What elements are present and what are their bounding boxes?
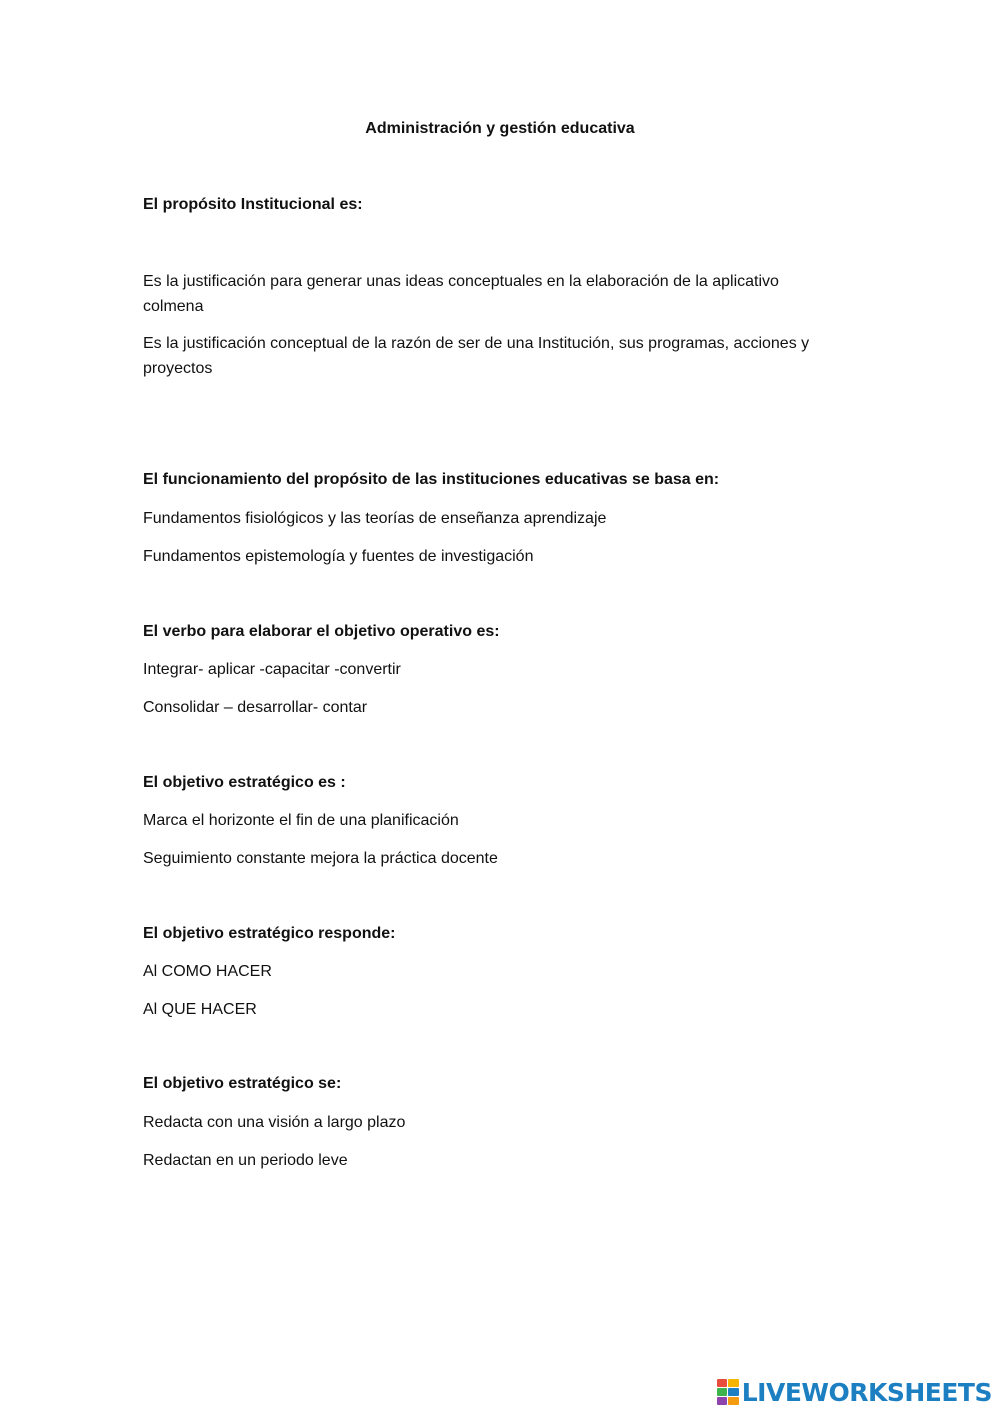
question-5-prompt: El objetivo estratégico responde:	[143, 925, 396, 942]
question-6-option-1: Redacta con una visión a largo plazo	[143, 1114, 406, 1131]
question-4-option-1: Marca el horizonte el fin de una planificación	[143, 812, 459, 829]
question-3-option-1: Integrar- aplicar -capacitar -convertir	[143, 661, 401, 678]
question-5-option-2: Al QUE HACER	[143, 1001, 257, 1018]
question-3-option-2: Consolidar – desarrollar- contar	[143, 699, 368, 716]
question-5-option-1: Al COMO HACER	[143, 963, 272, 980]
logo-mark-icon	[717, 1379, 739, 1405]
question-2-option-2: Fundamentos epistemología y fuentes de investigación	[143, 548, 534, 565]
question-6-prompt: El objetivo estratégico se:	[143, 1075, 342, 1092]
question-4-option-2: Seguimiento constante mejora la práctica docente	[143, 850, 498, 867]
logo-mark-tile	[717, 1397, 728, 1405]
logo-mark-tile	[728, 1379, 739, 1387]
question-2-prompt: El funcionamiento del propósito de las instituciones educativas se basa en:	[143, 471, 720, 488]
question-3-prompt: El verbo para elaborar el objetivo operativo es:	[143, 623, 500, 640]
question-4-prompt: El objetivo estratégico es :	[143, 774, 346, 791]
logo-text: LIVEWORKSHEETS	[741, 1377, 992, 1407]
liveworksheets-logo	[717, 1377, 992, 1407]
page-title: Administración y gestión educativa	[365, 120, 635, 137]
question-1-option-1: Es la justificación para generar unas ideas conceptuales en la elaboración de la aplicativo colmena	[143, 273, 779, 315]
logo-mark-tile	[717, 1388, 728, 1396]
question-1-option-2: Es la justificación conceptual de la razón de ser de una Institución, sus programas, acciones y proyectos	[143, 335, 810, 377]
question-2-option-1: Fundamentos fisiológicos y las teorías de enseñanza aprendizaje	[143, 510, 607, 527]
logo-mark-tile	[717, 1379, 728, 1387]
logo-mark-tile	[728, 1388, 739, 1396]
logo-mark-tile	[728, 1397, 739, 1405]
question-1-prompt: El propósito Institucional es:	[143, 196, 363, 213]
question-6-option-2: Redactan en un periodo leve	[143, 1152, 348, 1169]
